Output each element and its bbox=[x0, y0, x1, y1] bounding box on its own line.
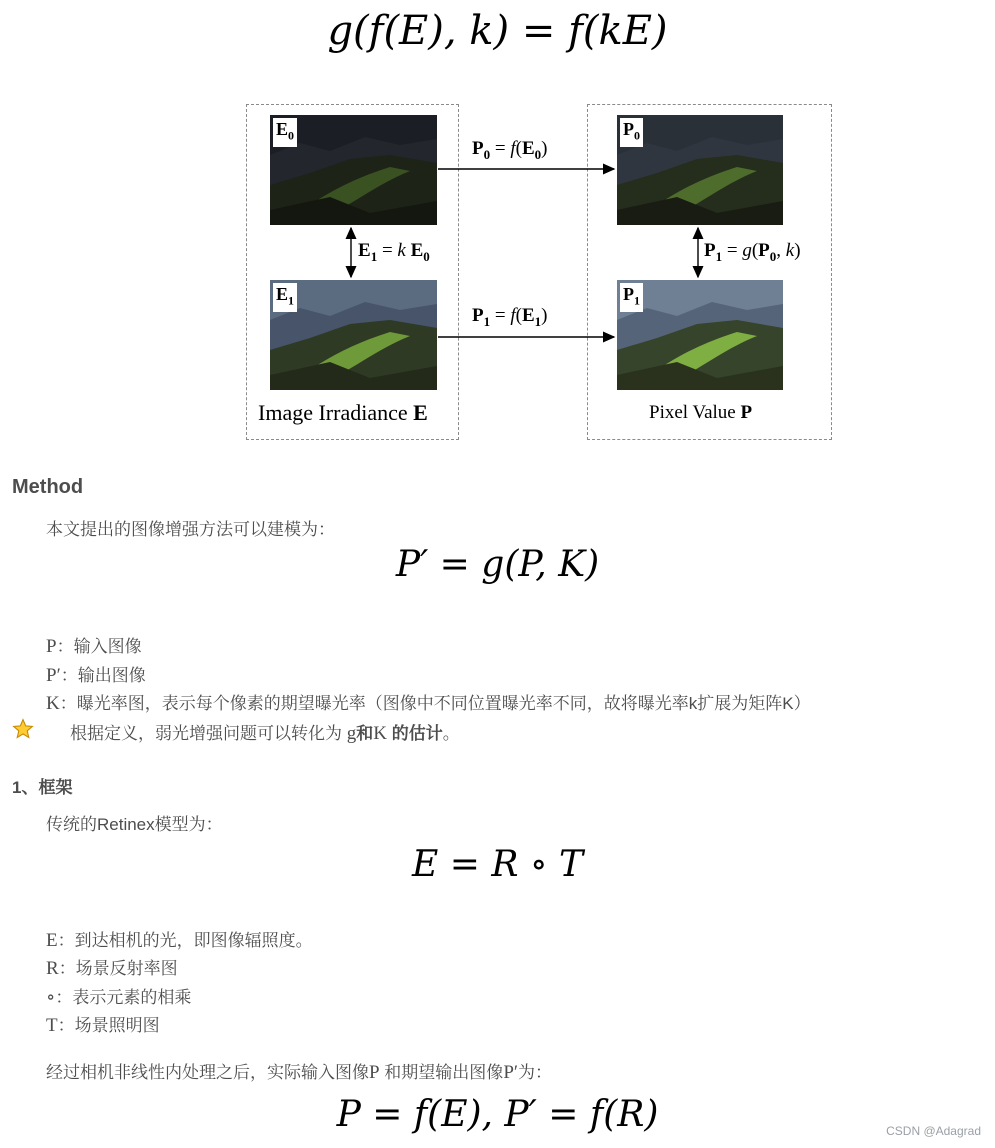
equation-retinex: E = R ∘ T bbox=[412, 844, 583, 885]
watermark: CSDN @Adagrad bbox=[886, 1124, 981, 1138]
def-p-prime: P′：输出图像 bbox=[46, 665, 146, 686]
method-heading: Method bbox=[12, 476, 84, 498]
arrow-bottom-label: $P_1 = f(E_1)$ bbox=[472, 305, 548, 329]
def-p: P：输入图像 bbox=[46, 636, 142, 657]
def-k: K：曝光率图，表示每个像素的期望曝光率（图像中不同位置曝光率不同，故将曝光率k扩展为矩阵K） bbox=[46, 693, 811, 714]
def-t: T：场景照明图 bbox=[46, 1015, 160, 1036]
equation-camera: P = f(E), P′ = f(R) bbox=[336, 1094, 659, 1135]
photo-p0-label: $P_0$ bbox=[620, 118, 643, 147]
def-circ: ∘：表示元素的相乘 bbox=[46, 987, 192, 1008]
caption-pixel-value: Pixel Value P bbox=[649, 402, 753, 423]
caption-irradiance: Image Irradiance E bbox=[258, 400, 428, 425]
equation-model: P′ = g(P, K) bbox=[395, 544, 600, 585]
def-e: E：到达相机的光，即图像辐照度。 bbox=[46, 930, 313, 951]
framework-intro: 传统的Retinex模型为： bbox=[46, 815, 223, 834]
figure-exposure-diagram bbox=[246, 104, 832, 440]
photo-e1-label: $E_1$ bbox=[273, 283, 297, 312]
framework-heading: 1、框架 bbox=[12, 778, 73, 797]
method-intro: 本文提出的图像增强方法可以建模为： bbox=[46, 520, 335, 539]
star-icon bbox=[12, 718, 34, 745]
arrow-left-label: $E_1 = k$ $E_0$ bbox=[358, 240, 430, 264]
photo-p1-label: $P_1$ bbox=[620, 283, 643, 312]
equation-invariance: g(f(E), k) = f(kE) bbox=[327, 8, 668, 54]
photo-e0-label: $E_0$ bbox=[273, 118, 297, 147]
def-r: R：场景反射率图 bbox=[46, 958, 178, 979]
framework-after: 经过相机非线性内处理之后，实际输入图像P 和期望输出图像P′为： bbox=[46, 1062, 553, 1083]
note-estimation: 根据定义，弱光增强问题可以转化为 g和K 的估计。 bbox=[70, 723, 460, 744]
arrow-right-label: $P_1 = g(P_0$, k) bbox=[704, 240, 801, 264]
arrow-top-label: $P_0 = f(E_0)$ bbox=[472, 138, 548, 162]
